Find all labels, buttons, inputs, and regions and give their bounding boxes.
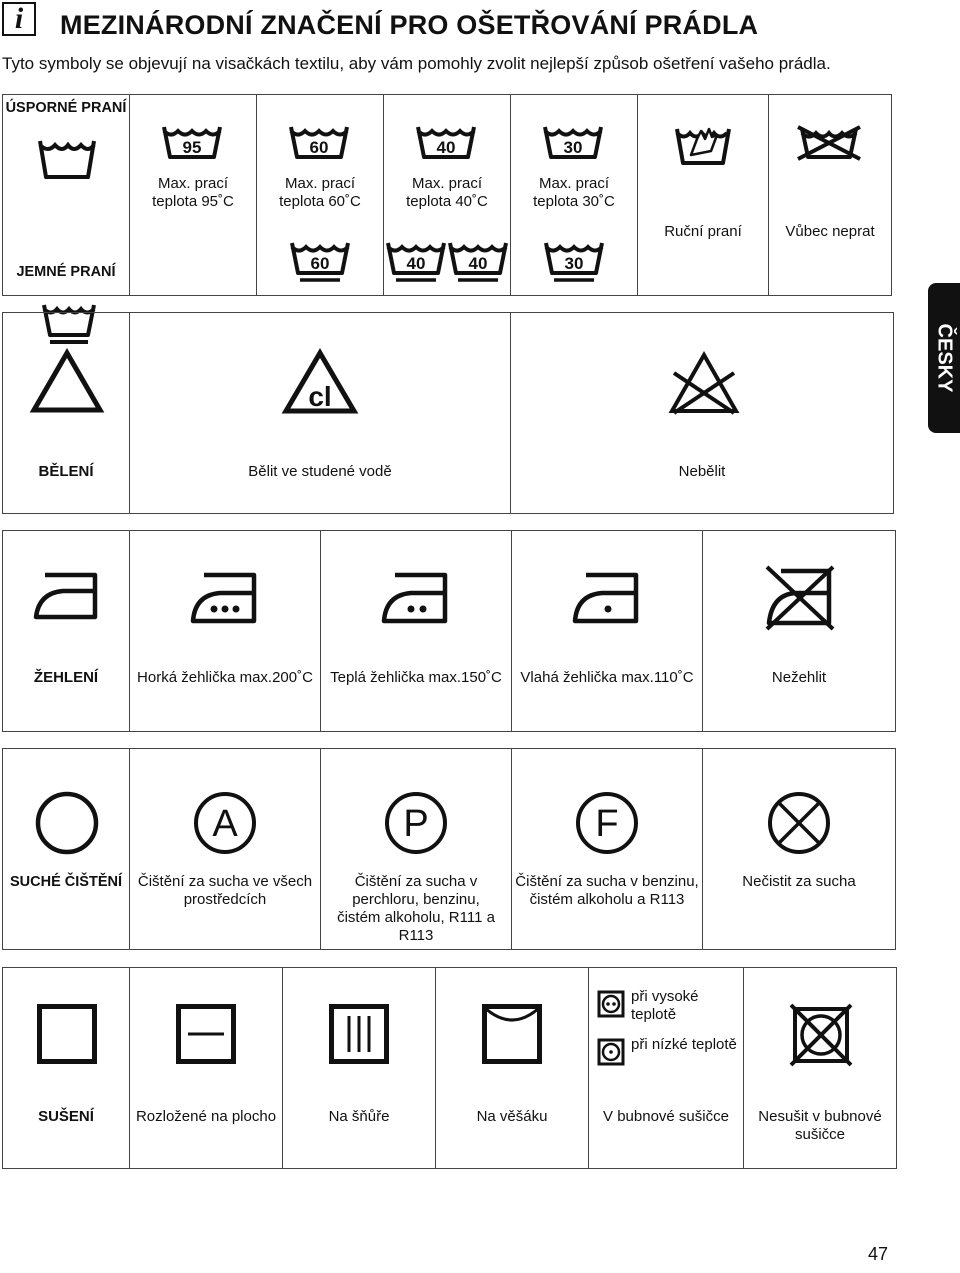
language-tab: [928, 283, 960, 433]
no-bleach-cell: [511, 313, 894, 514]
tumble-high-icon: [597, 990, 625, 1018]
dry-clean-p-cell: [321, 749, 512, 950]
gentle-wash-40-icon-1: [386, 241, 446, 285]
wash-40-cell: [384, 95, 511, 296]
dry-clean-a-letter: A: [212, 803, 238, 845]
no-tumble-cell: [744, 968, 897, 1169]
drying-table: [2, 967, 897, 1169]
wash-95-temp: 95: [182, 138, 202, 157]
cool-iron-cell: [512, 531, 703, 732]
dry-clean-circle-icon: [35, 791, 99, 855]
hot-iron-cell: [130, 531, 321, 732]
hand-wash-cell: [638, 95, 769, 296]
washing-label-cell: [3, 95, 130, 296]
dry-clean-f-icon: [575, 791, 639, 855]
dry-line-label: Na šňůře: [328, 1108, 390, 1125]
dry-hanger-cell: [436, 968, 589, 1169]
no-tumble-icon: [790, 1004, 852, 1066]
washing-table: [2, 94, 892, 296]
dry-clean-f-cell: [512, 749, 703, 950]
wash-30-icon: [543, 125, 603, 169]
gentle-wash-30-icon-1: [544, 241, 604, 285]
warm-iron-icon: [381, 571, 449, 625]
tumble-dry-label: V bubnové sušičce: [603, 1108, 729, 1125]
cold-bleach-label: Bělit ve studené vodě: [248, 463, 392, 480]
wash-95-label: Max. prací teplota 95˚C: [152, 175, 234, 210]
no-dry-clean-icon: [767, 791, 831, 855]
gentle-wash-40-temp-1: 40: [406, 254, 426, 273]
bleach-label-cell: [3, 313, 130, 514]
dry-clean-f-label: Čištění za sucha v benzinu, čistém alkoholu a R113: [515, 873, 699, 908]
tumble-low-icon: [597, 1038, 625, 1066]
dry-clean-p-letter: P: [403, 803, 429, 845]
chlorine-bleach-icon: [282, 349, 358, 415]
dry-hanger-icon: [482, 1004, 542, 1064]
hand-wash-label: Ruční praní: [664, 223, 742, 240]
gentle-wash-40-temp-2: 40: [468, 254, 488, 273]
dry-flat-icon: [176, 1004, 236, 1064]
gentle-wash-60-icon-1: [290, 241, 350, 285]
wash-95-cell: [130, 95, 257, 296]
dry-clean-p-icon: [384, 791, 448, 855]
wash-60-temp: 60: [309, 138, 329, 157]
no-dry-clean-cell: [703, 749, 896, 950]
page-title: MEZINÁRODNÍ ZNAČENÍ PRO OŠETŘOVÁNÍ PRÁDLA: [60, 10, 759, 40]
cool-iron-icon: [572, 571, 640, 625]
economy-wash-label: ÚSPORNÉ PRANÍ: [5, 100, 127, 116]
wash-95-icon: [162, 125, 222, 169]
cool-iron-label: Vlahá žehlička max.110˚C: [520, 669, 694, 686]
dry-cleaning-label: SUCHÉ ČIŠTĚNÍ: [10, 874, 122, 890]
dry-clean-a-label: Čištění za sucha ve všech prostředcích: [137, 873, 313, 908]
ironing-table: [2, 530, 896, 732]
bleach-triangle-icon: [31, 349, 103, 413]
no-dry-clean-label: Nečistit za sucha: [742, 873, 856, 890]
wash-60-icon: [289, 125, 349, 169]
no-wash-cell: [769, 95, 892, 296]
wash-60-label: Max. prací teplota 60˚C: [279, 175, 361, 210]
wash-60-cell: [257, 95, 384, 296]
drying-label: SUŠENÍ: [38, 1108, 94, 1125]
ironing-label: ŽEHLENÍ: [33, 669, 99, 686]
bleaching-table: [2, 312, 894, 514]
page-subtitle: Tyto symboly se objevují na visačkách textilu, aby vám pomohly zvolit nejlepší způsob ošetření vašeho prádla.: [2, 54, 831, 73]
tumble-low-label: při nízké teplotě: [631, 1036, 737, 1053]
no-bleach-icon: [668, 349, 740, 415]
wash-40-label: Max. prací teplota 40˚C: [406, 175, 488, 210]
dry-clean-a-icon: [193, 791, 257, 855]
tumble-dry-cell: [589, 968, 744, 1169]
drying-label-cell: [3, 968, 130, 1169]
cold-bleach-cell: [130, 313, 511, 514]
dry-clean-f-letter: F: [595, 803, 619, 845]
warm-iron-cell: [321, 531, 512, 732]
dry-clean-label-cell: [3, 749, 130, 950]
wash-40-icon: [416, 125, 476, 169]
dry-line-icon: [329, 1004, 389, 1064]
dry-cleaning-table: [2, 748, 896, 950]
dry-flat-cell: [130, 968, 283, 1169]
no-tumble-label: Nesušit v bubnové sušičce: [758, 1108, 882, 1143]
iron-label-cell: [3, 531, 130, 732]
gentle-wash-40-icon-2: [448, 241, 508, 285]
chlorine-text: cl: [308, 381, 332, 412]
tumble-high-label: při vysoké teplotě: [631, 988, 699, 1023]
warm-iron-label: Teplá žehlička max.150˚C: [330, 669, 502, 686]
no-wash-label: Vůbec neprat: [785, 223, 875, 240]
gentle-wash-label: JEMNÉ PRANÍ: [16, 264, 116, 280]
wash-30-label: Max. prací teplota 30˚C: [533, 175, 615, 210]
dry-clean-p-label: Čištění za sucha v perchloru, benzinu, čistém alkoholu, R111 a R113: [337, 873, 495, 944]
wash-tub-icon: [38, 139, 96, 179]
hand-wash-icon: [675, 121, 731, 165]
no-wash-icon: [796, 125, 862, 161]
language-tab-label: ČESKY: [933, 323, 956, 393]
dry-hanger-label: Na věšáku: [476, 1108, 548, 1125]
no-bleach-label: Nebělit: [678, 463, 726, 480]
bleaching-label: BĚLENÍ: [38, 463, 94, 480]
dry-line-cell: [283, 968, 436, 1169]
no-iron-icon: [763, 565, 835, 631]
gentle-wash-60-temp-1: 60: [310, 254, 330, 273]
wash-30-temp: 30: [563, 138, 583, 157]
hot-iron-icon: [190, 571, 258, 625]
drying-square-icon: [37, 1004, 97, 1064]
dry-flat-label: Rozložené na plocho: [135, 1108, 277, 1125]
gentle-wash-30-temp-1: 30: [564, 254, 584, 273]
no-iron-cell: [703, 531, 896, 732]
dry-clean-a-cell: [130, 749, 321, 950]
hot-iron-label: Horká žehlička max.200˚C: [137, 669, 313, 686]
wash-30-cell: [511, 95, 638, 296]
info-icon: i: [2, 2, 36, 36]
iron-icon: [33, 571, 101, 621]
page-number: 47: [867, 1244, 888, 1264]
no-iron-label: Nežehlit: [771, 669, 827, 686]
wash-40-temp: 40: [436, 138, 456, 157]
